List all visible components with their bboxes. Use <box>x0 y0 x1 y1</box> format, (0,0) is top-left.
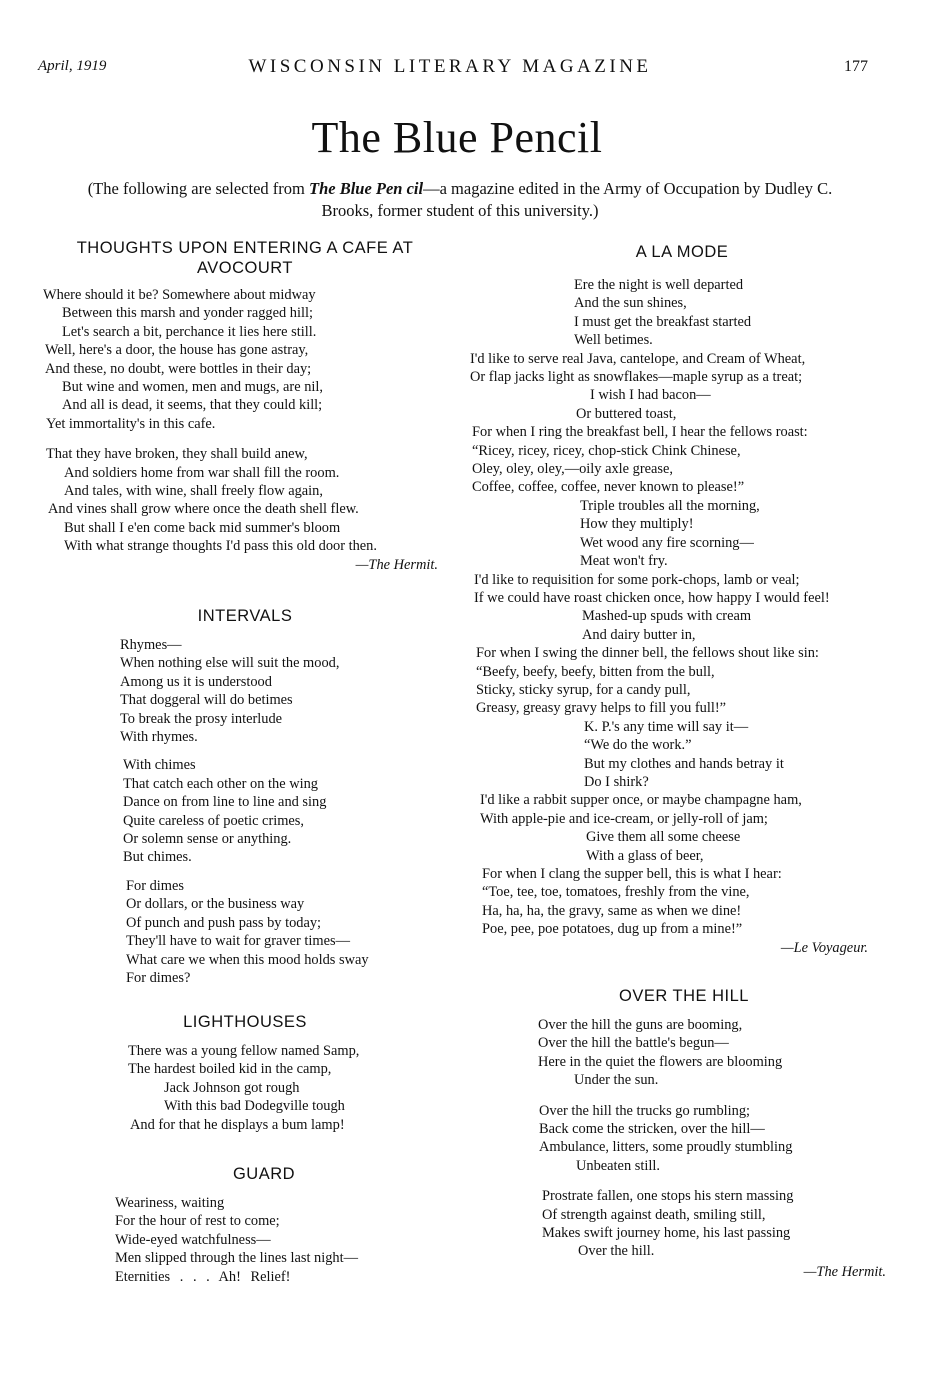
poem-line: Dance on from line to line and sing <box>123 794 327 811</box>
poem-title: OVER THE HILL <box>619 987 749 1005</box>
poem-line: Between this marsh and yonder ragged hill; <box>62 305 313 322</box>
poem-line: Give them all some cheese <box>586 829 741 846</box>
poem-line: With a glass of beer, <box>586 847 704 864</box>
poem-line: I must get the breakfast started <box>574 313 752 330</box>
poem-line: When nothing else will suit the mood, <box>120 655 340 672</box>
stanza <box>468 1102 898 1176</box>
poem-cafe <box>40 238 450 574</box>
stanza <box>40 1194 450 1286</box>
poem-a-la-mode <box>468 242 898 957</box>
poem-line: And for that he displays a bum lamp! <box>130 1116 345 1133</box>
poem-line: Among us it is understood <box>120 673 272 690</box>
poem-line: And tales, with wine, shall freely flow again, <box>64 483 323 500</box>
poem-line: Mashed-up spuds with cream <box>582 608 752 625</box>
poem-line: Poe, pee, poe potatoes, dug up from a mine!” <box>482 921 743 938</box>
poem-title: THOUGHTS UPON ENTERING A CAFE AT AVOCOURT <box>76 239 414 277</box>
issue-date: April, 1919 <box>38 58 107 74</box>
intro-note <box>60 178 860 222</box>
stanza <box>40 1042 450 1134</box>
poem-line: For the hour of rest to come; <box>115 1213 280 1230</box>
stanza <box>40 756 450 866</box>
poem-line: Eternities . . . Ah! Relief! <box>115 1268 291 1285</box>
stanza <box>40 286 450 433</box>
poem-line: For when I swing the dinner bell, the fellows shout like sin: <box>476 645 819 662</box>
poem-line: Unbeaten still. <box>576 1157 660 1174</box>
poem-line: That they have broken, they shall build anew, <box>46 446 308 463</box>
poem-line: With what strange thoughts I'd pass this old door then. <box>64 538 377 555</box>
poem-line: But wine and women, men and mugs, are nil, <box>62 379 323 396</box>
poem-line: Meat won't fry. <box>580 553 668 570</box>
poem-line: With this bad Dodegville tough <box>164 1098 345 1115</box>
poem-line: What care we when this mood holds sway <box>126 951 369 968</box>
stanza <box>468 1187 898 1261</box>
poem-line: Over the hill the battle's begun— <box>538 1035 729 1052</box>
poem-title: A LA MODE <box>635 243 729 261</box>
poem-line: Ha, ha, ha, the gravy, same as when we dine! <box>482 902 742 919</box>
poem-line: For when I ring the breakfast bell, I hear the fellows roast: <box>472 424 808 441</box>
poem-line: The hardest boiled kid in the camp, <box>128 1061 332 1078</box>
poem-signature: —The Hermit. <box>355 556 438 573</box>
poem-line: If we could have roast chicken once, how happy I would feel! <box>474 589 830 606</box>
poem-line: Ere the night is well departed <box>574 277 744 293</box>
poem-line: Or dollars, or the business way <box>126 896 305 913</box>
poem-line: That catch each other on the wing <box>123 775 318 792</box>
poem-line: But chimes. <box>123 849 192 866</box>
poem-title: INTERVALS <box>197 607 293 625</box>
poem-line: I wish I had bacon— <box>590 387 711 404</box>
poem-line: “We do the work.” <box>584 737 692 754</box>
poem-line: Triple troubles all the morning, <box>580 497 760 514</box>
poem-line: And vines shall grow where once the death shell flew. <box>48 501 359 518</box>
page-title: The Blue Pencil <box>311 113 603 162</box>
poem-line: Over the hill. <box>578 1243 655 1260</box>
poem-line: Where should it be? Somewhere about midway <box>43 287 316 303</box>
poem-line: Or flap jacks light as snowflakes—maple syrup as a treat; <box>470 369 803 386</box>
poem-line: “Beefy, beefy, beefy, bitten from the bull, <box>476 663 715 680</box>
poem-line: Prostrate fallen, one stops his stern massing <box>542 1188 794 1205</box>
poem-line: For dimes? <box>126 969 191 986</box>
poem-line: For when I clang the supper bell, this is what I hear: <box>482 866 782 882</box>
poem-line: I'd like to serve real Java, cantelope, and Cream of Wheat, <box>470 350 806 367</box>
poem-line: With apple-pie and ice-cream, or jelly-roll of jam; <box>480 810 768 827</box>
intro-text-start: (The following are selected from <box>87 179 309 198</box>
poem-line: Oley, oley, oley,—oily axle grease, <box>472 461 673 478</box>
magazine-name: WISCONSIN LITERARY MAGAZINE <box>248 56 652 77</box>
poem-line: With rhymes. <box>120 729 198 746</box>
poem-signature: —The Hermit. <box>803 1263 886 1280</box>
poem-line: There was a young fellow named Samp, <box>128 1043 360 1059</box>
poem-line: Jack Johnson got rough <box>164 1079 300 1096</box>
poem-line: Of strength against death, smiling still, <box>542 1206 766 1223</box>
poem-line: To break the prosy interlude <box>120 710 283 727</box>
intro-magazine-title: The Blue Pen cil <box>308 179 424 198</box>
poem-line: Ambulance, litters, some proudly stumbling <box>539 1139 793 1156</box>
poem-guard <box>40 1164 450 1286</box>
poem-line: Makes swift journey home, his last passing <box>542 1225 791 1242</box>
poem-line: Here in the quiet the flowers are blooming <box>538 1053 783 1070</box>
stanza <box>40 445 450 555</box>
poem-line: Well betimes. <box>574 332 653 349</box>
stanza <box>40 636 450 746</box>
poem-line: Yet immortality's in this cafe. <box>46 415 216 432</box>
poem-line: But shall I e'en come back mid summer's bloom <box>64 519 341 536</box>
poem-line: Do I shirk? <box>584 773 649 790</box>
poem-line: Rhymes— <box>120 637 182 653</box>
poem-line: I'd like a rabbit supper once, or maybe champagne ham, <box>480 792 802 809</box>
poem-line: Wide-eyed watchfulness— <box>115 1231 271 1248</box>
poem-line: Over the hill the trucks go rumbling; <box>539 1102 751 1119</box>
poem-line: That doggeral will do betimes <box>120 692 293 709</box>
poem-line: How they multiply! <box>580 516 694 533</box>
poem-line: Greasy, greasy gravy helps to fill you full!” <box>476 700 727 717</box>
poem-line: They'll have to wait for graver times— <box>126 933 350 950</box>
poem-line: Weariness, waiting <box>115 1195 225 1211</box>
poem-signature: —Le Voyageur. <box>780 939 868 956</box>
running-head <box>0 58 940 82</box>
poem-lighthouses <box>40 1012 450 1134</box>
poem-line: With chimes <box>123 757 196 774</box>
poem-line: Well, here's a door, the house has gone astray, <box>45 342 309 359</box>
poem-line: I'd like to requisition for some pork-chops, lamb or veal; <box>474 571 800 588</box>
intro-text-end: —a magazine edited in the Army of Occupation by Dudley C. Brooks, former student of this university.) <box>321 179 833 220</box>
poem-line: And all is dead, it seems, that they could kill; <box>62 397 323 414</box>
stanza <box>40 877 450 987</box>
poem-line: But my clothes and hands betray it <box>584 755 784 772</box>
poem-line: Back come the stricken, over the hill— <box>539 1121 765 1138</box>
poem-line: Men slipped through the lines last night— <box>115 1250 359 1267</box>
poem-line: Or buttered toast, <box>576 405 677 422</box>
poem-line: Wet wood any fire scorning— <box>580 534 754 551</box>
poem-title: GUARD <box>232 1165 296 1183</box>
poem-line: Coffee, coffee, coffee, never known to please!” <box>472 479 745 496</box>
poem-over-the-hill <box>468 986 898 1281</box>
stanza <box>468 276 898 939</box>
poem-intervals <box>40 606 450 987</box>
poem-line: Let's search a bit, perchance it lies here still. <box>62 323 317 340</box>
poem-line: “Ricey, ricey, ricey, chop-stick Chink Chinese, <box>472 442 741 459</box>
poem-line: K. P.'s any time will say it— <box>584 718 749 735</box>
poem-title: LIGHTHOUSES <box>183 1013 307 1031</box>
poem-line: And soldiers home from war shall fill the room. <box>64 464 340 481</box>
poem-line: Or solemn sense or anything. <box>123 831 292 848</box>
poem-line: Sticky, sticky syrup, for a candy pull, <box>476 681 691 698</box>
poem-line: And dairy butter in, <box>582 626 696 643</box>
poem-line: And the sun shines, <box>574 295 687 312</box>
poem-line: “Toe, tee, toe, tomatoes, freshly from the vine, <box>482 884 750 901</box>
poem-line: Of punch and push pass by today; <box>126 914 322 931</box>
stanza <box>468 1016 898 1090</box>
poem-line: And these, no doubt, were bottles in their day; <box>45 360 312 377</box>
poem-line: Over the hill the guns are booming, <box>538 1017 743 1033</box>
poem-line: Under the sun. <box>574 1072 659 1089</box>
page-number: 177 <box>844 58 868 75</box>
poem-line: Quite careless of poetic crimes, <box>123 812 305 829</box>
poem-line: For dimes <box>126 877 184 894</box>
